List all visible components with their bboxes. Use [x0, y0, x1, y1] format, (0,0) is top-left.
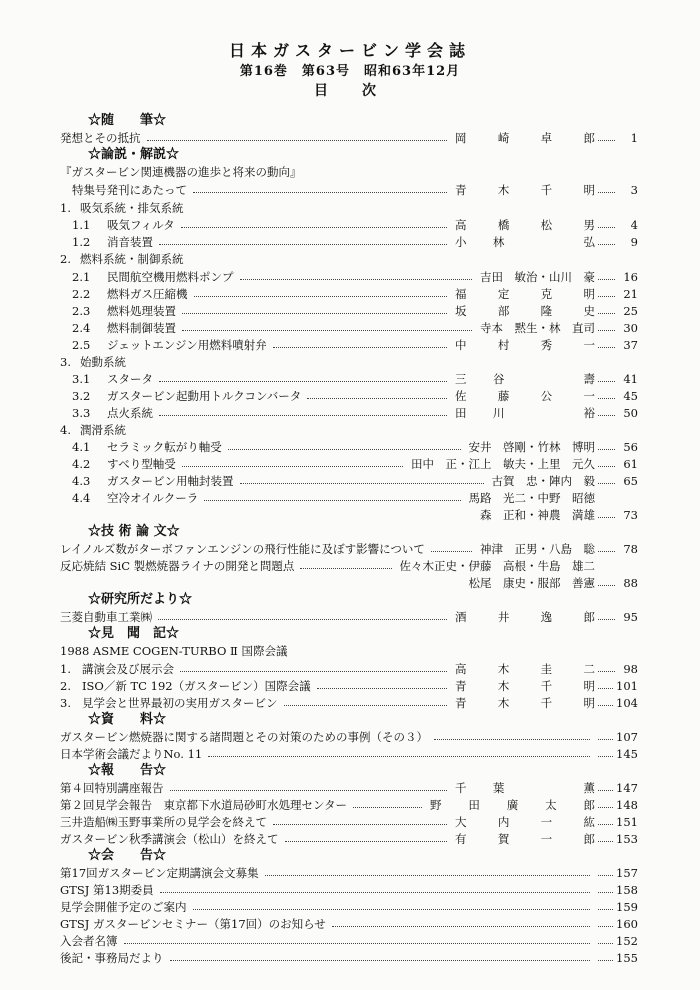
toc-entry: [0, 285, 700, 303]
entry-number: 4.: [60, 423, 71, 437]
entry-title: 燃料ガス圧縮機: [107, 287, 188, 301]
page-number: 107: [598, 728, 638, 746]
toc-entry: [0, 660, 700, 678]
page-number: 145: [598, 745, 638, 763]
dot-leader: [182, 466, 403, 467]
entry-author: 千 葉 薫: [455, 781, 595, 795]
toc-entry: [0, 694, 700, 712]
entry-author: 古賀 忠・陣内 毅: [491, 474, 595, 488]
dot-leader: [284, 705, 448, 706]
entry-author: 青 木 千 明: [455, 679, 595, 693]
entry-number: 3.2: [72, 389, 91, 403]
entry-title: ガスタービン起動用トルクコンバータ: [107, 389, 302, 403]
entry-number: 1.: [60, 201, 71, 215]
toc-entry: [0, 557, 700, 575]
entry-author: 寺本 黙生・林 直司: [480, 321, 595, 335]
toc-entry: [0, 489, 700, 507]
toc-entry: [0, 268, 700, 286]
entry-title: 見学会と世界最初の実用ガスタービン: [82, 696, 278, 710]
page-number: 37: [598, 336, 638, 354]
entry-number: 2.1: [72, 270, 91, 284]
entry-title: 第４回特別講座報告: [60, 781, 164, 795]
entry-title: 空冷オイルクーラ: [107, 491, 199, 505]
toc-entry: [0, 881, 700, 899]
dot-leader: [194, 296, 448, 297]
entry-title: 講演会及び展示会: [82, 662, 174, 676]
entry-author: 青 木 千 明: [455, 183, 595, 197]
dot-leader: [285, 841, 448, 842]
entry-author: 有 賀 一 郎: [455, 832, 595, 846]
entry-number: 2.: [60, 252, 71, 266]
page-number: 158: [598, 881, 638, 899]
toc-entry: [0, 677, 700, 695]
page-number: 95: [598, 608, 638, 626]
entry-number: 1.2: [72, 235, 91, 249]
dot-leader: [273, 824, 447, 825]
entry-number: 1.1: [72, 218, 91, 232]
dot-leader: [170, 960, 591, 961]
section-heading: [0, 625, 700, 643]
dot-leader: [431, 551, 472, 552]
entry-title: セラミック転がり軸受: [107, 440, 222, 454]
entry-title: 三井造船㈱玉野事業所の見学会を終えて: [60, 815, 267, 829]
toc-entry: [0, 455, 700, 473]
entry-author: 福 定 克 明: [455, 287, 595, 301]
entry-author: 馬路 光二・中野 昭徳: [468, 491, 595, 505]
toc-entry: [0, 728, 700, 746]
page-number: 30: [598, 319, 638, 337]
entry-number: 2.: [60, 679, 71, 693]
toc-entry: [0, 250, 700, 268]
entry-title: スタータ: [107, 372, 153, 386]
section-heading: [0, 112, 700, 130]
toc-entry: [0, 233, 700, 251]
entry-title: 吸気フィルタ: [107, 218, 175, 232]
entry-author: 田中 正・江上 敏夫・上里 元久: [411, 457, 595, 471]
entry-title: 後記・事務局だより: [60, 951, 164, 965]
page-number: 147: [598, 779, 638, 797]
toc-entry: [0, 438, 700, 456]
toc-entry: [0, 404, 700, 422]
dot-leader: [240, 279, 473, 280]
entry-title: GTSJ 第13期委員: [60, 883, 154, 897]
page-number: 45: [598, 387, 638, 405]
entry-author: 野 田 廣 太 郎: [430, 798, 595, 812]
page-number: 25: [598, 302, 638, 320]
page-number: 159: [598, 898, 638, 916]
toc-entry: [0, 813, 700, 831]
dot-leader: [307, 398, 447, 399]
dot-leader: [182, 313, 447, 314]
page-number: 41: [598, 370, 638, 388]
page-number: 104: [598, 694, 638, 712]
entry-author: 佐 藤 公 一: [455, 389, 595, 403]
page-number: 3: [598, 181, 638, 199]
entry-title: ガスタービン燃焼器に関する諸問題とその対策のための事例（その３）: [60, 730, 428, 744]
entry-number: 2.5: [72, 338, 91, 352]
section-heading: [0, 523, 700, 541]
entry-number: 1.: [60, 662, 71, 676]
entry-author: 佐々木正史・伊藤 高根・牛島 雄二: [399, 559, 595, 573]
entry-title: 始動系統: [80, 355, 126, 369]
section-heading: [0, 762, 700, 780]
entry-number: 3.: [60, 355, 71, 369]
dot-leader: [193, 192, 447, 193]
page-number: 101: [598, 677, 638, 695]
entry-title: すべり型軸受: [107, 457, 176, 471]
section-title: ☆会 告☆: [88, 848, 167, 863]
dot-leader: [160, 892, 590, 893]
toc-entry: [0, 540, 700, 558]
dot-leader: [228, 449, 461, 450]
dot-leader: [193, 909, 591, 910]
toc-entry: [0, 163, 700, 181]
section-title: ☆論説・解説☆: [88, 147, 180, 162]
toc-entry: [0, 472, 700, 490]
dot-leader: [265, 875, 590, 876]
entry-title: レイノルズ数がターボファンエンジンの飛行性能に及ぼす影響について: [60, 542, 425, 556]
toc-entry: [0, 898, 700, 916]
page-number: 152: [598, 932, 638, 950]
entry-title: 点火系統: [107, 406, 153, 420]
dot-leader: [159, 381, 447, 382]
entry-title: 日本学術会議だよりNo. 11: [60, 747, 203, 761]
entry-number: 4.3: [72, 474, 91, 488]
dot-leader: [124, 943, 591, 944]
section-title: ☆見 聞 記☆: [88, 626, 180, 641]
toc-entry: [0, 932, 700, 950]
entry-author: 森 正和・神農 満雄: [480, 508, 595, 522]
entry-title: ジェットエンジン用燃料噴射弁: [107, 338, 267, 352]
entry-number: 4.1: [72, 440, 91, 454]
entry-title: 燃料制御装置: [107, 321, 176, 335]
toc-entry: [0, 353, 700, 371]
page-number: 157: [598, 864, 638, 882]
entry-author: 安井 啓剛・竹林 博明: [468, 440, 595, 454]
page-number: 50: [598, 404, 638, 422]
page-number: 78: [598, 540, 638, 558]
entry-title: 発想とその抵抗: [60, 131, 141, 145]
toc-entry: [0, 302, 700, 320]
section-title: ☆随 筆☆: [88, 113, 167, 128]
toc-entry: [0, 608, 700, 626]
page-number: 21: [598, 285, 638, 303]
page-number: 155: [598, 949, 638, 967]
entry-title: 吸気系統・排気系統: [80, 201, 184, 215]
entry-title: 第17回ガスタービン定期講演会文募集: [60, 866, 259, 880]
entry-title: 見学会開催予定のご案内: [60, 900, 187, 914]
dot-leader: [147, 140, 448, 141]
entry-title: 消音装置: [107, 235, 153, 249]
entry-title: ガスタービン秋季講演会（松山）を終えて: [60, 832, 279, 846]
entry-title: GTSJ ガスタービンセミナー（第17回）のお知らせ: [60, 917, 326, 931]
entry-title: 入会者名簿: [60, 934, 118, 948]
page-number: 16: [598, 268, 638, 286]
entry-author: 高 橋 松 男: [455, 218, 595, 232]
toc-entry: [0, 370, 700, 388]
entry-author: 酒 井 逸 郎: [455, 610, 595, 624]
toc-entry: [0, 336, 700, 354]
entry-author: 神津 正男・八島 聡: [480, 542, 595, 556]
entry-number: 3.: [60, 696, 71, 710]
entry-title: 三菱自動車工業㈱: [60, 610, 152, 624]
entry-number: 3.3: [72, 406, 91, 420]
toc-entry: [0, 216, 700, 234]
dot-leader: [170, 790, 448, 791]
entry-author: 青 木 千 明: [455, 696, 595, 710]
entry-title: 燃料処理装置: [107, 304, 176, 318]
toc-entry: [0, 506, 700, 524]
entry-number: 3.1: [72, 372, 91, 386]
page-number: 61: [598, 455, 638, 473]
dot-leader: [180, 671, 447, 672]
section-title: ☆資 料☆: [88, 712, 167, 727]
page-number: 160: [598, 915, 638, 933]
entry-title: ISO／新 TC 192（ガスタービン）国際会議: [82, 679, 311, 693]
toc-entry: [0, 199, 700, 217]
dot-leader: [159, 244, 447, 245]
toc-entry: [0, 387, 700, 405]
page-number: 153: [598, 830, 638, 848]
section-heading: [0, 146, 700, 164]
toc-entry: [0, 796, 700, 814]
entry-number: 2.3: [72, 304, 91, 318]
page-number: 56: [598, 438, 638, 456]
page-number: 65: [598, 472, 638, 490]
section-heading: [0, 591, 700, 609]
section-title: ☆報 告☆: [88, 763, 167, 778]
entry-title: 特集号発刊にあたって: [72, 183, 187, 197]
toc-entry: [0, 745, 700, 763]
page-number: 9: [598, 233, 638, 251]
contents-heading: 目 次: [314, 83, 386, 99]
entry-number: 4.4: [72, 491, 91, 505]
page-number: 73: [598, 506, 638, 524]
entry-title: 第２回見学会報告 東京都下水道局砂町水処理センター: [60, 798, 348, 812]
dot-leader: [317, 688, 447, 689]
dot-leader: [208, 756, 590, 757]
entry-title: ガスタービン用軸封装置: [107, 474, 234, 488]
toc-entry: [0, 915, 700, 933]
dot-leader: [158, 619, 447, 620]
toc-entry: [0, 129, 700, 147]
dot-leader: [159, 415, 447, 416]
entry-author: 坂 部 隆 史: [455, 304, 595, 318]
toc-entry: [0, 830, 700, 848]
page-number: 88: [598, 574, 638, 592]
entry-number: 2.2: [72, 287, 91, 301]
issue-info: 第16巻 第63号 昭和63年12月: [239, 64, 461, 79]
entry-author: 大 内 一 紘: [455, 815, 595, 829]
entry-author: 中 村 秀 一: [455, 338, 595, 352]
entry-number: 2.4: [72, 321, 91, 335]
page-number: 151: [598, 813, 638, 831]
page-number: 98: [598, 660, 638, 678]
dot-leader: [181, 227, 447, 228]
entry-number: 4.2: [72, 457, 91, 471]
section-title: ☆技 術 論 文☆: [88, 524, 180, 539]
dot-leader: [182, 330, 472, 331]
entry-title: 潤滑系統: [80, 423, 126, 437]
dot-leader: [300, 568, 391, 569]
toc-entry: [0, 949, 700, 967]
entry-author: 松尾 康史・服部 善憲: [468, 576, 595, 590]
entry-title: 民間航空機用燃料ポンプ: [107, 270, 234, 284]
toc-entry: [0, 574, 700, 592]
dot-leader: [434, 739, 590, 740]
journal-title: 日本ガスタービン学会誌: [228, 41, 471, 60]
page-number: 4: [598, 216, 638, 234]
entry-author: 田 川 裕: [455, 406, 595, 420]
section-heading: [0, 711, 700, 729]
entry-author: 小 林 弘: [455, 235, 595, 249]
entry-author: 三 谷 壽: [455, 372, 595, 386]
entry-author: 高 木 圭 二: [455, 662, 595, 676]
toc-entry: [0, 864, 700, 882]
toc-entry: [0, 181, 700, 199]
dot-leader: [332, 926, 590, 927]
entry-title: 1988 ASME COGEN-TURBO Ⅱ 国際会議: [60, 644, 288, 658]
toc-entry: [0, 779, 700, 797]
entry-author: 岡 崎 卓 郎: [455, 131, 595, 145]
page-number: 148: [598, 796, 638, 814]
dot-leader: [240, 483, 484, 484]
section-heading: [0, 847, 700, 865]
dot-leader: [353, 807, 422, 808]
toc-entry: [0, 642, 700, 660]
entry-author: 吉田 敏治・山川 豪: [480, 270, 595, 284]
entry-title: 燃料系統・制御系統: [80, 252, 184, 266]
dot-leader: [273, 347, 447, 348]
entry-title: 反応焼結 SiC 製燃焼器ライナの開発と問題点: [60, 559, 295, 573]
dot-leader: [204, 500, 460, 501]
toc-entry: [0, 319, 700, 337]
page-number: 1: [598, 129, 638, 147]
section-title: ☆研究所だより☆: [88, 592, 193, 607]
toc-entry: [0, 421, 700, 439]
entry-title: 『ガスタービン関連機器の進歩と将来の動向』: [60, 165, 302, 179]
